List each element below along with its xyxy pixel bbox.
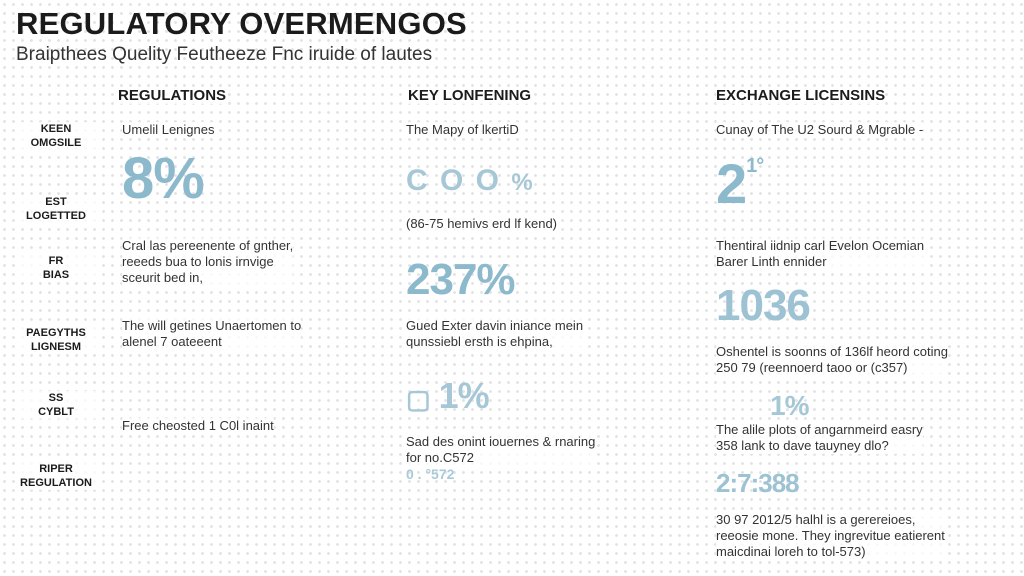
row-label-line: KEEN <box>40 123 72 135</box>
text-line: Thentiral iidnip carl Evelon Ocemian <box>716 238 925 253</box>
row-label-line: LOGETTED <box>26 210 86 222</box>
exchange-text-4 <box>716 512 945 560</box>
column-heading-key-lonfening: KEY LONFENING <box>408 87 532 104</box>
exchange-text-2 <box>716 344 948 376</box>
exchange-text-1 <box>716 238 924 270</box>
row-label-line: BIAS <box>42 269 70 281</box>
exchange-caption: Cunay of The U2 Sourd & Mgrable - <box>716 122 924 137</box>
row-label-keen <box>16 122 96 150</box>
row-label-line: PAEGYTHS <box>26 327 86 339</box>
key-text-2 <box>406 318 583 350</box>
column-heading-exchange-licensing: EXCHANGE LICENSINS <box>716 87 886 104</box>
key-stat-2: 237% <box>406 255 515 304</box>
text-line: 30 97 2012/5 halhl is a gerereioes, <box>716 512 916 527</box>
text-line: The will getines Unaertomen to <box>122 318 302 333</box>
row-label-line: RIPER <box>39 463 73 475</box>
key-text-1: (86-75 hemivs erd lf kend) <box>406 216 558 231</box>
rings-value: C O O <box>406 164 502 197</box>
stat-value: 2 <box>716 152 747 215</box>
key-text-3 <box>406 434 595 466</box>
text-line: maicdinai loreh to tol-573) <box>716 544 866 559</box>
text-line: Barer Linth ennider <box>716 254 827 269</box>
exchange-text-3 <box>716 422 923 454</box>
row-label-line: FR <box>48 255 64 267</box>
text-line: for no.C572 <box>406 450 474 465</box>
regulations-caption: Umelil Lenignes <box>122 122 215 137</box>
text-line: 250 79 (reennoerd taoo or (c357) <box>716 360 908 375</box>
exchange-stat-3: 1% <box>770 390 809 421</box>
row-label-line: SS <box>48 392 64 404</box>
key-rings-stat <box>406 166 535 196</box>
stat-superscript: 1° <box>746 155 764 177</box>
row-label-line: CYBLT <box>38 406 74 418</box>
text-line: Sad des onint iouernes & rnaring <box>406 434 596 449</box>
key-stat-3 <box>406 375 489 416</box>
box-icon: ▢ <box>406 384 430 414</box>
stat-value: 1% <box>438 375 489 416</box>
text-line: sceurit bed in, <box>122 270 203 285</box>
page-subtitle: Braipthees Quelity Feutheeze Fnc iruide of lautes <box>16 44 433 65</box>
regulations-text-3: Free cheosted 1 C0l inaint <box>122 418 274 433</box>
regulations-text-1 <box>122 238 293 286</box>
row-label-ss <box>16 391 96 419</box>
regulations-text-2 <box>122 318 301 350</box>
row-label-line: LIGNESM <box>30 341 82 353</box>
key-faint-figure: 0 . °572 <box>406 466 455 482</box>
text-line: 358 lank to dave tauyney dlo? <box>716 438 889 453</box>
text-line: alenel 7 oateeent <box>122 334 222 349</box>
exchange-stat-4: 2:7:388 <box>716 468 799 498</box>
text-line: Oshentel is soonns of 136lf heord coting <box>716 344 948 359</box>
row-label-paegyths <box>16 326 96 354</box>
row-label-line: REGULATION <box>20 477 92 489</box>
row-label-est <box>16 195 96 223</box>
regulations-stat: 8% <box>122 146 204 211</box>
row-label-line: EST <box>45 196 67 208</box>
rings-percent: % <box>511 169 535 196</box>
row-label-line: OMGSILE <box>30 137 82 149</box>
text-line: Cral las pereenente of gnther, <box>122 238 294 253</box>
text-line: Gued Exter davin iniance mein <box>406 318 584 333</box>
text-line: qunssiebl ersth is ehpina, <box>406 334 553 349</box>
text-line: reeeds bua to lonis irnvige <box>122 254 274 269</box>
exchange-stat-2: 1036 <box>716 281 810 330</box>
key-caption: The Mapy of lkertiD <box>406 122 519 137</box>
row-label-fr <box>16 254 96 282</box>
row-label-riper <box>16 462 96 490</box>
text-line: The alile plots of angarnmeird easry <box>716 422 923 437</box>
column-heading-regulations: REGULATIONS <box>118 87 227 104</box>
text-line: reeosie mone. They ingrevitue eatierent <box>716 528 945 543</box>
exchange-stat-1 <box>716 152 764 215</box>
page-title: REGULATORY OVERMENGOS <box>16 6 467 41</box>
